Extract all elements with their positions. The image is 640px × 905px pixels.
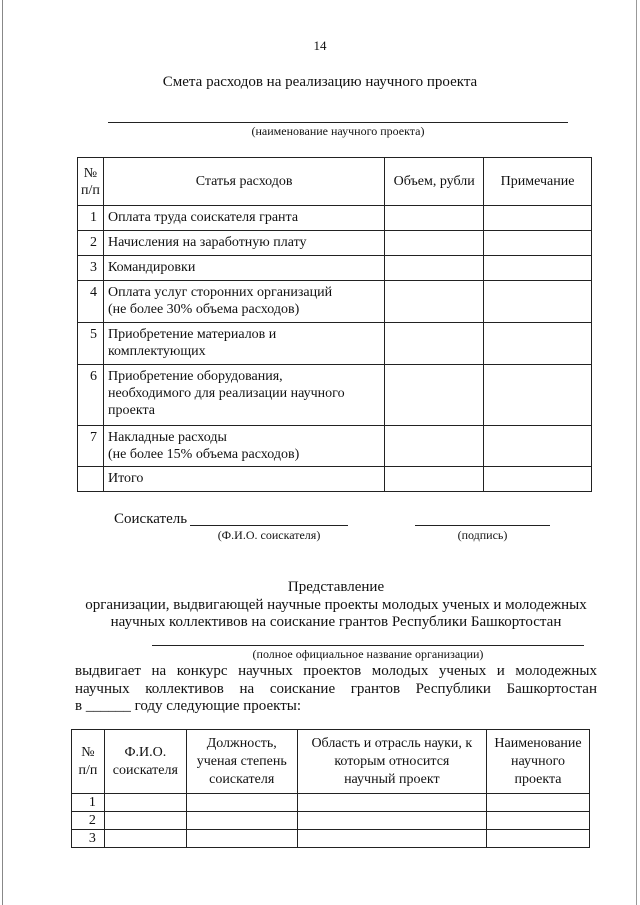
row-item: Оплата услуг сторонних организаций (не более 30% объема расходов) xyxy=(103,281,384,323)
name-caption: (Ф.И.О. соискателя) xyxy=(217,528,321,542)
position-cell[interactable] xyxy=(186,794,297,812)
submission-text-2: научных коллективов на соискание грантов Республики Башкортостан xyxy=(75,681,597,697)
table-row xyxy=(78,281,592,323)
project-cell[interactable] xyxy=(487,812,590,830)
table-row xyxy=(78,206,592,231)
project-name-line xyxy=(108,122,568,123)
table-row xyxy=(78,231,592,256)
row-item: Командировки xyxy=(103,256,384,281)
row-num: 7 xyxy=(78,426,104,467)
row-num: 3 xyxy=(72,830,105,848)
note-cell[interactable] xyxy=(484,365,592,426)
project-cell[interactable] xyxy=(487,794,590,812)
table-row xyxy=(78,426,592,467)
row-num: 1 xyxy=(78,206,104,231)
header-field: Область и отрасль науки, к которым относится научный проект xyxy=(297,730,486,794)
applicant-cell[interactable] xyxy=(104,794,186,812)
header-position: Должность, ученая степень соискателя xyxy=(186,730,297,794)
position-cell[interactable] xyxy=(186,812,297,830)
note-cell[interactable] xyxy=(484,467,592,492)
name-line[interactable] xyxy=(190,525,348,526)
row-num xyxy=(78,467,104,492)
row-num: 2 xyxy=(72,812,105,830)
row-num: 2 xyxy=(78,231,104,256)
submission-text-3: в ______ году следующие проекты: xyxy=(75,698,301,714)
header-note: Примечание xyxy=(484,158,592,206)
note-cell[interactable] xyxy=(484,256,592,281)
projects-header-row xyxy=(72,730,590,794)
amount-cell[interactable] xyxy=(385,467,484,492)
estimate-title: Смета расходов на реализацию научного проекта xyxy=(162,74,478,90)
row-num: 1 xyxy=(72,794,105,812)
submission-subtitle-2: научных коллективов на соискание грантов Республики Башкортостан xyxy=(110,614,562,630)
position-cell[interactable] xyxy=(186,830,297,848)
submission-title: Представление xyxy=(287,579,385,595)
estimate-table xyxy=(77,157,592,492)
header-project: Наименование научного проекта xyxy=(487,730,590,794)
projects-table xyxy=(71,729,590,848)
estimate-header-row xyxy=(78,158,592,206)
row-num: 3 xyxy=(78,256,104,281)
header-num: № п/п xyxy=(78,158,104,206)
amount-cell[interactable] xyxy=(385,206,484,231)
sign-line[interactable] xyxy=(415,525,550,526)
row-item: Начисления на заработную плату xyxy=(103,231,384,256)
amount-cell[interactable] xyxy=(385,323,484,365)
note-cell[interactable] xyxy=(484,231,592,256)
scan-edge-right xyxy=(636,0,637,905)
note-cell[interactable] xyxy=(484,323,592,365)
row-item: Приобретение оборудования, необходимого для реализации научного проекта xyxy=(103,365,384,426)
submission-text-1: выдвигает на конкурс научных проектов молодых ученых и молодежных xyxy=(75,663,597,679)
row-item: Накладные расходы (не более 15% объема расходов) xyxy=(103,426,384,467)
sign-caption: (подпись) xyxy=(457,528,508,542)
field-cell[interactable] xyxy=(297,794,486,812)
amount-cell[interactable] xyxy=(385,231,484,256)
scan-edge-left xyxy=(2,0,3,905)
note-cell[interactable] xyxy=(484,281,592,323)
project-cell[interactable] xyxy=(487,830,590,848)
header-num: № п/п xyxy=(72,730,105,794)
org-caption: (полное официальное название организации) xyxy=(252,647,484,661)
field-cell[interactable] xyxy=(297,812,486,830)
row-num: 5 xyxy=(78,323,104,365)
table-row xyxy=(72,794,590,812)
table-row xyxy=(72,830,590,848)
row-num: 4 xyxy=(78,281,104,323)
table-row xyxy=(78,323,592,365)
amount-cell[interactable] xyxy=(385,256,484,281)
project-name-caption: (наименование научного проекта) xyxy=(251,124,425,138)
note-cell[interactable] xyxy=(484,206,592,231)
amount-cell[interactable] xyxy=(385,365,484,426)
row-item-total: Итого xyxy=(103,467,384,492)
table-row-total xyxy=(78,467,592,492)
row-item: Приобретение материалов и комплектующих xyxy=(103,323,384,365)
field-cell[interactable] xyxy=(297,830,486,848)
header-item: Статья расходов xyxy=(103,158,384,206)
row-item: Оплата труда соискателя гранта xyxy=(103,206,384,231)
signature-label: Соискатель xyxy=(114,511,188,527)
table-row xyxy=(72,812,590,830)
amount-cell[interactable] xyxy=(385,426,484,467)
table-row xyxy=(78,365,592,426)
amount-cell[interactable] xyxy=(385,281,484,323)
applicant-cell[interactable] xyxy=(104,812,186,830)
submission-subtitle-1: организации, выдвигающей научные проекты молодых ученых и молодежных xyxy=(85,597,587,613)
applicant-cell[interactable] xyxy=(104,830,186,848)
org-name-line[interactable] xyxy=(152,645,584,646)
header-amount: Объем, рубли xyxy=(385,158,484,206)
row-num: 6 xyxy=(78,365,104,426)
table-row xyxy=(78,256,592,281)
page-number: 14 xyxy=(313,38,327,53)
note-cell[interactable] xyxy=(484,426,592,467)
header-applicant: Ф.И.О. соискателя xyxy=(104,730,186,794)
